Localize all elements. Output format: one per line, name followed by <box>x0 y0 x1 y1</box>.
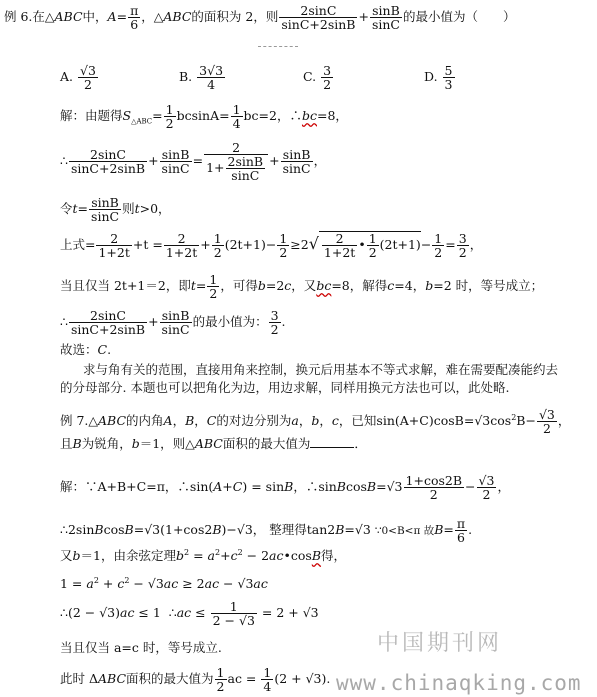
numerator: sinB <box>89 196 121 210</box>
solution7-line4 <box>60 577 268 591</box>
text: C <box>97 342 108 357</box>
option-label: B. <box>179 69 193 85</box>
numerator: sinB <box>160 309 192 323</box>
text: (2t+1) <box>379 237 421 253</box>
fraction <box>322 232 357 259</box>
text: ，可得 <box>220 278 258 294</box>
text: =2 时，等号成立； <box>433 278 544 294</box>
solution7-line7 <box>60 666 330 693</box>
text: ∴2sin <box>60 522 95 538</box>
text: ABC <box>194 436 223 451</box>
denominator: sinC <box>91 209 120 225</box>
text: = <box>116 9 128 25</box>
numerator: 2sinC <box>69 148 147 162</box>
text: + <box>200 237 211 253</box>
text: cos <box>345 479 367 495</box>
solution6-line4 <box>60 231 482 259</box>
fraction <box>231 103 243 130</box>
text: ＝1，则△ <box>139 436 195 451</box>
option-b <box>179 64 226 91</box>
text: =4， <box>394 278 426 294</box>
numerator: sinB <box>160 148 192 162</box>
text: bc <box>316 278 332 294</box>
denominator: 1+2t <box>165 245 198 261</box>
commentary-line2: 的分母部分. 本题也可以把角化为边，用边求解，同样用换元方法也可以，此处略. <box>60 380 510 395</box>
text: ， <box>298 413 312 429</box>
text: + <box>148 314 159 330</box>
numerator: 2 <box>204 141 268 155</box>
denominator: 2 <box>429 487 438 503</box>
text: √3 <box>354 522 371 538</box>
fraction <box>269 309 281 336</box>
text: ， <box>319 413 332 429</box>
text: . <box>468 522 473 538</box>
fraction <box>370 4 402 31</box>
numerator: 1 <box>434 231 443 246</box>
text: ∵0<B<π 故 <box>374 525 435 538</box>
denominator: 3 <box>444 77 453 93</box>
text: 的最小值为（ ） <box>402 9 516 25</box>
text: B <box>212 522 222 538</box>
numerator: 5 <box>444 63 453 78</box>
text: 面积的最大值为 <box>222 436 311 451</box>
text: 此时 Δ <box>60 671 99 687</box>
text: B <box>335 522 345 538</box>
solution6-line6 <box>60 309 286 336</box>
numerator: √3 <box>538 407 555 422</box>
text: cos <box>490 413 512 429</box>
text: ， <box>469 237 483 253</box>
fraction <box>404 474 465 501</box>
text: 面积的最大值为 <box>126 671 214 687</box>
text: ， <box>497 479 510 495</box>
text: sin(A+C)cosB= <box>376 413 475 429</box>
text: = <box>189 548 208 564</box>
fraction <box>215 666 227 693</box>
text: t <box>190 278 196 294</box>
fraction <box>277 232 289 259</box>
text: (2 + √3). <box>274 671 331 687</box>
text: 2 <box>184 548 190 557</box>
denominator: 2 <box>434 245 443 261</box>
text: 当且仅当 2t+1＝2，即 <box>60 278 191 294</box>
denominator: 6 <box>130 17 139 33</box>
numerator: π <box>456 516 466 531</box>
text: +t = <box>132 237 163 253</box>
solution7-line6: 当且仅当 a=c 时，等号成立. <box>60 640 222 655</box>
fraction <box>477 474 497 501</box>
denominator: 2 <box>165 116 174 132</box>
text: ac = <box>227 671 261 687</box>
text: 2 <box>214 548 221 557</box>
solution6-line1 <box>60 103 348 130</box>
text: c <box>284 278 292 294</box>
denominator: 6 <box>457 530 465 546</box>
text: ac <box>269 548 284 564</box>
fraction <box>164 232 199 259</box>
denominator: 1+2t <box>98 245 130 261</box>
denominator: sinC+2sinB <box>70 322 146 338</box>
numerator: 3√3 <box>199 63 224 78</box>
page-break-divider <box>258 46 298 47</box>
text: = <box>344 522 355 538</box>
text: = <box>133 522 145 538</box>
denominator: 2 <box>458 245 467 261</box>
numerator: 1 <box>279 231 288 246</box>
text: t <box>134 201 140 217</box>
fraction <box>457 232 469 259</box>
solution6-line2 <box>60 141 326 182</box>
text: b <box>425 278 434 294</box>
text: A <box>213 479 223 495</box>
fraction <box>321 64 333 91</box>
fraction <box>96 232 131 259</box>
fraction <box>164 103 176 130</box>
text: (2t+1)− <box>224 237 277 253</box>
denominator: 1+2t <box>323 245 356 261</box>
denominator: 2 <box>542 421 551 437</box>
numerator: √3 <box>80 63 96 78</box>
text: •cos <box>283 548 312 564</box>
text: = <box>192 153 204 169</box>
numerator: 3 <box>323 63 332 78</box>
denominator: 4 <box>207 77 216 93</box>
numerator: 1 <box>213 231 222 246</box>
text: B <box>284 479 294 495</box>
numerator: 3 <box>458 231 467 246</box>
text: b <box>176 548 185 564</box>
fraction <box>160 148 192 175</box>
text: >0， <box>139 201 171 217</box>
text: ac <box>120 605 135 621</box>
text: ≤ <box>191 605 210 621</box>
denominator: 2 <box>83 77 92 93</box>
text: 解：∵A+B+C= <box>60 479 157 495</box>
fraction <box>128 4 140 31</box>
text: + <box>222 479 233 495</box>
numerator: 2sinB <box>227 154 264 170</box>
text: (1+cos2 <box>160 522 213 538</box>
text: A <box>107 9 117 25</box>
solution7-line1 <box>60 474 510 501</box>
text: 为锐角， <box>81 436 132 451</box>
text: . <box>281 314 286 330</box>
text: ≤ 1 <box>134 605 161 621</box>
text: ABC <box>98 671 127 687</box>
example7-question-line2 <box>60 438 367 451</box>
option-a <box>60 64 99 91</box>
fraction <box>78 64 98 91</box>
text: √3 <box>474 413 491 429</box>
radicand <box>319 231 421 259</box>
numerator: 1 <box>165 102 174 117</box>
numerator: 2sinC <box>69 309 147 323</box>
text: = <box>443 522 454 538</box>
commentary-line1: 求与角有关的范围，直接用角来控制，换元后用基本不等式求解，难在需要配凑能约去 <box>83 362 559 377</box>
text: B <box>94 522 104 538</box>
text: b <box>311 413 320 429</box>
text: ，又 <box>291 278 317 294</box>
numerator: 1+cos2B <box>405 473 463 488</box>
text: − 2 <box>242 548 270 564</box>
solution6-line5 <box>60 273 543 300</box>
example7-question-line1 <box>60 408 570 435</box>
text: bc <box>301 108 317 124</box>
text: B <box>185 413 195 429</box>
text: ，已知 <box>338 413 377 429</box>
text: √3 <box>236 522 253 538</box>
text: B− <box>516 413 536 429</box>
text: 2 <box>93 576 99 585</box>
text: − <box>420 237 432 253</box>
numerator: 1 <box>211 600 257 614</box>
fraction <box>212 232 224 259</box>
denominator: sinC <box>371 17 400 33</box>
text: cos <box>103 522 125 538</box>
text: ≥2 <box>290 237 309 253</box>
denominator: 2 <box>482 487 491 503</box>
text: B <box>366 479 377 495</box>
solution6-line3 <box>60 196 171 223</box>
text: π <box>156 479 165 495</box>
text: ，∴sin <box>293 479 337 495</box>
text: − <box>465 479 476 495</box>
example6-question <box>4 4 516 31</box>
denominator: 2 <box>279 245 288 261</box>
text: 解：由题得 <box>60 108 123 124</box>
text: ，△ <box>141 9 164 25</box>
text: + <box>358 9 369 25</box>
option-label: C. <box>303 69 317 85</box>
denominator: 2 <box>368 245 377 261</box>
text: = <box>445 237 456 253</box>
numerator: 1 <box>368 231 377 246</box>
text: √3 <box>386 479 403 495</box>
text: C <box>206 413 217 429</box>
fraction <box>537 408 557 435</box>
numerator: 3 <box>270 308 279 323</box>
text: a <box>291 413 299 429</box>
text: 的最小值为： <box>192 314 268 330</box>
text: b <box>131 436 140 451</box>
text: + <box>220 548 231 564</box>
text: =8， <box>316 108 348 124</box>
fraction <box>367 232 379 259</box>
text: • <box>358 237 366 253</box>
text: 又 <box>60 548 73 564</box>
text: B <box>311 548 322 564</box>
numerator: 1 <box>209 272 218 287</box>
text: bcsinA= <box>176 108 230 124</box>
text: bc=2，∴ <box>243 108 302 124</box>
denominator: sinC <box>161 161 190 177</box>
solution7-line2 <box>60 517 472 544</box>
text: = <box>195 278 207 294</box>
text: ． <box>354 436 367 451</box>
text: 2 <box>237 548 243 557</box>
solution7-line3 <box>60 549 346 563</box>
solution6-answer <box>60 344 111 357</box>
option-label: A. <box>60 69 74 85</box>
text: C <box>232 479 243 495</box>
numerator: 1 <box>263 665 272 680</box>
option-label: D. <box>424 69 438 85</box>
numerator: 2 <box>322 232 357 246</box>
text: 的对边分别为 <box>216 413 292 429</box>
fraction <box>69 148 147 175</box>
fraction <box>69 309 147 336</box>
text: ac <box>204 576 220 592</box>
text: t <box>72 201 78 217</box>
text: + <box>269 153 280 169</box>
numerator: 1 <box>232 102 241 117</box>
fraction <box>204 141 268 182</box>
numerator: 2sinC <box>279 4 357 18</box>
text: )− <box>221 522 237 538</box>
text: 2 <box>511 412 517 422</box>
denominator: 2 <box>323 77 332 93</box>
text: 例 6.在△ <box>4 9 55 25</box>
option-c <box>303 64 334 91</box>
text: a <box>207 548 215 564</box>
text: ∴ <box>60 153 68 169</box>
fraction <box>443 64 455 91</box>
text: − √3 <box>219 576 254 592</box>
text: ABC <box>163 9 192 25</box>
fraction <box>281 148 313 175</box>
text: 则 <box>122 201 135 217</box>
denominator: sinC <box>231 168 260 184</box>
denominator: sinC+2sinB <box>281 17 356 33</box>
text: ∴ <box>60 314 68 330</box>
text: b <box>257 278 266 294</box>
text: ， <box>313 153 327 169</box>
text: ac <box>163 576 179 592</box>
fraction <box>207 273 219 300</box>
text: B <box>124 522 134 538</box>
fraction <box>160 309 192 336</box>
text: = <box>152 108 163 124</box>
text: 2 <box>124 576 130 585</box>
text: c <box>387 278 395 294</box>
text: A <box>163 413 173 429</box>
text: 例 7.△ <box>60 413 99 429</box>
denominator: sinC <box>282 161 311 177</box>
fraction <box>455 517 467 544</box>
fraction <box>432 232 444 259</box>
text: − √3 <box>129 576 164 592</box>
denominator: 2 − √3 <box>212 613 255 629</box>
text: 故选： <box>60 342 98 357</box>
denominator: sinC+2sinB <box>70 161 146 177</box>
fraction <box>226 155 266 182</box>
radical-sign: √ <box>308 234 319 254</box>
text: = 2 + √3 <box>257 605 319 621</box>
numerator: sinB <box>370 4 402 18</box>
text: b <box>72 548 81 564</box>
text: ， <box>172 413 186 429</box>
text: ＝1，由余弦定理 <box>80 548 176 564</box>
text: √3 <box>144 522 161 538</box>
numerator: π <box>130 3 139 18</box>
text: ， 整理得tan2 <box>252 522 336 538</box>
text: 且 <box>60 436 73 451</box>
text: ac <box>176 605 192 621</box>
text: ABC <box>98 413 127 429</box>
fraction <box>211 600 257 627</box>
text: △ABC <box>131 117 153 126</box>
text: ，∴sin( <box>164 479 214 495</box>
fraction <box>279 4 357 31</box>
text: ∴ <box>168 605 177 621</box>
option-d <box>424 64 456 91</box>
numerator: 2 <box>164 232 199 246</box>
text: ≥ 2 <box>178 576 205 592</box>
denominator: 2 <box>209 286 218 302</box>
text: c <box>230 548 238 564</box>
text: 1 = <box>60 576 87 592</box>
denominator: sinC <box>161 322 190 338</box>
text: 1+ <box>206 160 225 176</box>
text: 的面积为 2，则 <box>191 9 279 25</box>
text: = <box>376 479 387 495</box>
text: = <box>77 201 89 217</box>
text: 的内角 <box>126 413 164 429</box>
text: . <box>107 342 112 357</box>
text: ， <box>557 413 571 429</box>
numerator: 2 <box>96 232 131 246</box>
fraction <box>89 196 121 223</box>
fraction <box>261 666 273 693</box>
text: =2 <box>265 278 285 294</box>
text: 上式= <box>60 237 96 253</box>
text: B <box>336 479 346 495</box>
text: ABC <box>54 9 83 25</box>
text: B <box>434 522 444 538</box>
text: + <box>98 576 118 592</box>
watermark-url: www.chinaqking.com <box>336 671 582 695</box>
denominator: 4 <box>263 679 272 695</box>
solution7-line5 <box>60 600 319 627</box>
text: c <box>331 413 339 429</box>
numerator: √3 <box>478 473 495 488</box>
denominator: 2 <box>213 245 222 261</box>
denominator: 2 <box>216 679 225 695</box>
text: a <box>86 576 94 592</box>
text: B <box>72 436 82 451</box>
text: + <box>148 153 159 169</box>
text: ， <box>194 413 207 429</box>
text: ac <box>253 576 268 592</box>
numerator: sinB <box>281 148 313 162</box>
text: 得， <box>321 548 347 564</box>
denominator: 4 <box>232 116 241 132</box>
fraction <box>197 64 225 91</box>
text: c <box>117 576 125 592</box>
watermark-site-name: 中国期刊网 <box>377 631 503 656</box>
text: S <box>122 108 132 124</box>
text: =8，解得 <box>331 278 388 294</box>
text: 中， <box>82 9 108 25</box>
numerator: 1 <box>216 665 225 680</box>
denominator: 2 <box>270 322 279 338</box>
answer-blank <box>310 447 354 448</box>
text: ) = sin <box>242 479 285 495</box>
text: ∴(2 − √3) <box>60 605 120 621</box>
text: 令 <box>60 201 73 217</box>
